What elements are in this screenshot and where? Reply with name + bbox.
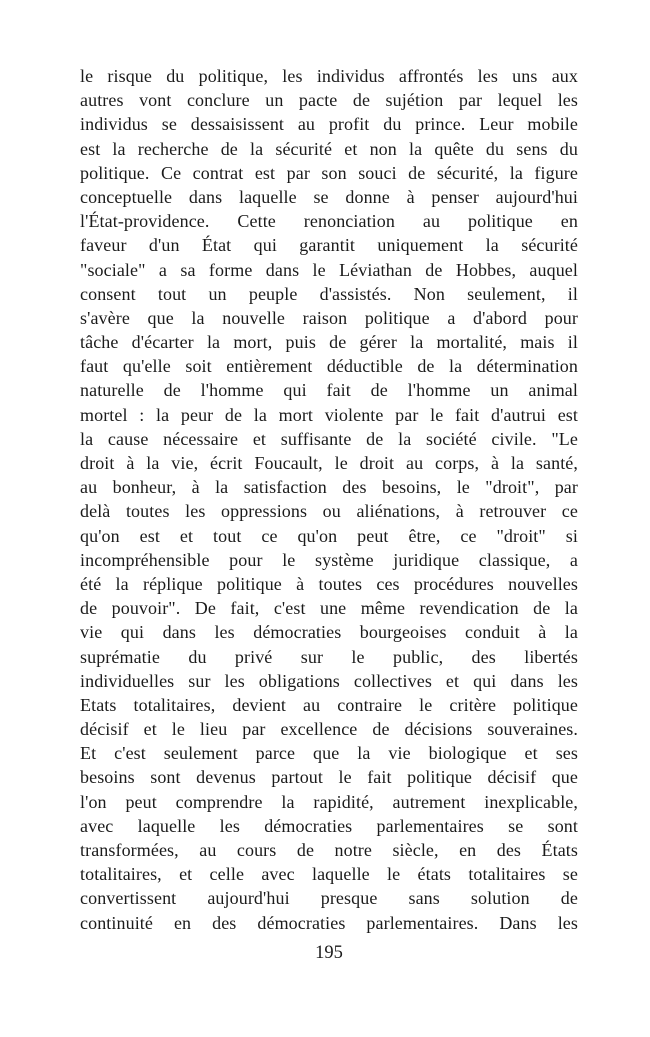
text-line: suprématie du privé sur le public, des libertés xyxy=(80,646,578,667)
text-line: vie qui dans les démocraties bourgeoises conduit à la xyxy=(80,622,578,643)
text-line: individus se dessaisissent au profit du prince. Leur mobile xyxy=(80,114,578,135)
text-line: de pouvoir". De fait, c'est une même revendication de la xyxy=(80,598,578,619)
text-line: "sociale" a sa forme dans le Léviathan de Hobbes, auquel xyxy=(80,259,578,280)
text-line: politique. Ce contrat est par son souci de sécurité, la figure xyxy=(80,162,578,183)
text-line: totalitaires, et celle avec laquelle le états totalitaires se xyxy=(80,864,578,885)
text-line: la cause nécessaire et suffisante de la société civile. "Le xyxy=(80,428,578,449)
text-line: individuelles sur les obligations collectives et qui dans les xyxy=(80,670,578,691)
text-line: transformées, au cours de notre siècle, en des États xyxy=(80,840,578,860)
text-line: avec laquelle les démocraties parlementaires se sont xyxy=(80,815,578,836)
text-line: incompréhensible pour le système juridique classique, a xyxy=(80,549,578,570)
text-line: mortel : la peur de la mort violente par le fait d'autrui est xyxy=(80,404,578,425)
text-line: naturelle de l'homme qui fait de l'homme un animal xyxy=(80,380,578,401)
text-line: s'avère que la nouvelle raison politique a d'abord pour xyxy=(80,307,578,328)
text-line: l'État-providence. Cette renonciation au politique en xyxy=(80,211,578,232)
text-line: autres vont conclure un pacte de sujétion par lequel les xyxy=(80,90,578,111)
text-line: est la recherche de la sécurité et non la quête du sens du xyxy=(80,138,578,159)
text-line: continuité en des démocraties parlementaires. Dans les xyxy=(80,912,578,933)
body-text xyxy=(80,64,578,935)
text-line: au bonheur, à la satisfaction des besoins, le "droit", par xyxy=(80,477,578,498)
text-line: été la réplique politique à toutes ces procédures nouvelles xyxy=(80,573,578,594)
page-number: 195 xyxy=(315,943,343,963)
text-line: faut qu'elle soit entièrement déductible de la détermination xyxy=(80,356,578,377)
text-line: l'on peut comprendre la rapidité, autrement inexplicable, xyxy=(80,791,578,812)
text-line: convertissent aujourd'hui presque sans solution de xyxy=(80,888,578,909)
text-line: faveur d'un État qui garantit uniquement la sécurité xyxy=(80,235,578,256)
text-line: conceptuelle dans laquelle se donne à penser aujourd'hui xyxy=(80,186,578,207)
text-line: Et c'est seulement parce que la vie biologique et ses xyxy=(80,743,578,764)
text-line: tâche d'écarter la mort, puis de gérer la mortalité, mais il xyxy=(80,332,578,353)
text-line: Etats totalitaires, devient au contraire le critère politique xyxy=(80,694,578,715)
text-line: qu'on est et tout ce qu'on peut être, ce "droit" si xyxy=(80,525,578,546)
text-line: le risque du politique, les individus affrontés les uns aux xyxy=(80,66,578,86)
text-line: consent tout un peuple d'assistés. Non seulement, il xyxy=(80,283,578,304)
text-line: droit à la vie, écrit Foucault, le droit au corps, à la santé, xyxy=(80,453,578,473)
text-line: besoins sont devenus partout le fait politique décisif que xyxy=(80,767,578,788)
text-line: delà toutes les oppressions ou aliénations, à retrouver ce xyxy=(80,501,578,522)
text-line: décisif et le lieu par excellence de décisions souveraines. xyxy=(80,719,578,740)
